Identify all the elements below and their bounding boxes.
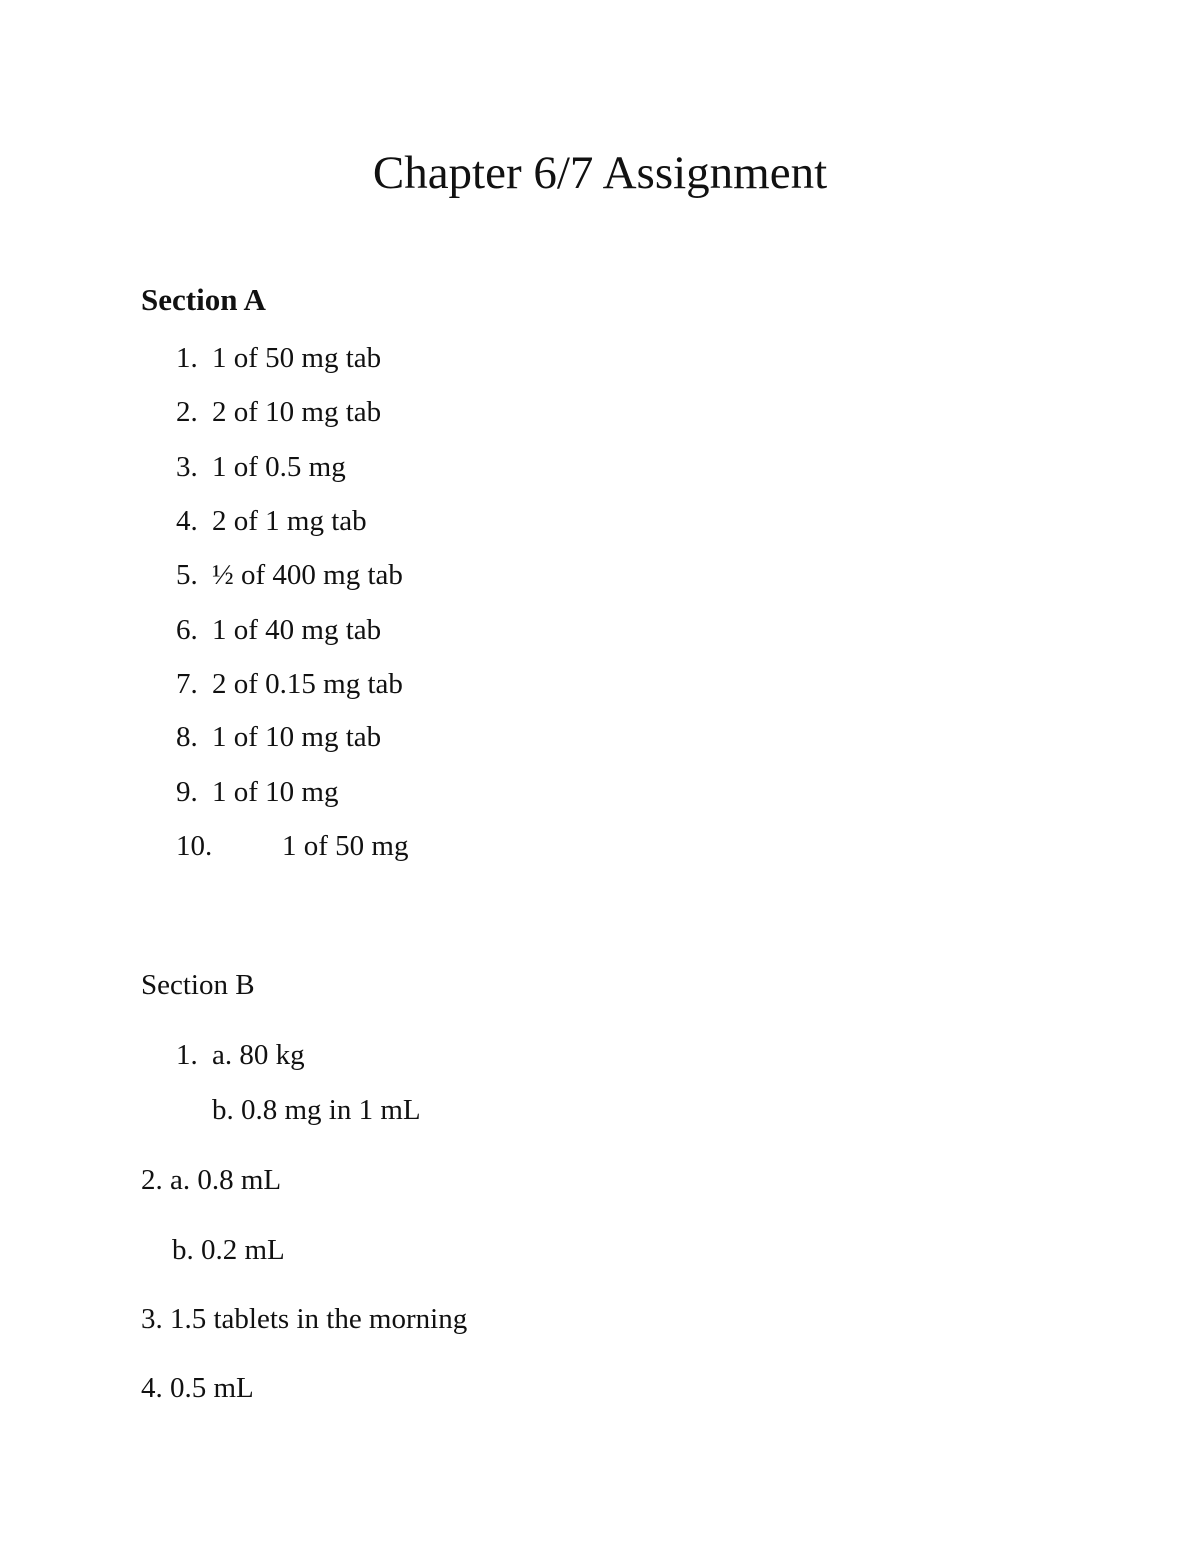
answer-4: 4. 0.5 mL xyxy=(141,1372,254,1404)
item-text: 1 of 40 mg tab xyxy=(212,614,382,646)
item-text: 2 of 1 mg tab xyxy=(212,505,367,537)
item-text: 2 of 0.15 mg tab xyxy=(212,668,403,700)
item-number: 6. xyxy=(176,614,198,646)
item-number: 10. xyxy=(176,830,213,862)
item-number: 1. xyxy=(176,342,198,374)
item-text: 1 of 50 mg xyxy=(282,830,409,862)
item-number: 7. xyxy=(176,668,198,700)
item-text: ½ of 400 mg tab xyxy=(212,559,403,591)
item-number: 2. xyxy=(176,396,198,428)
answer-1b: b. 0.8 mg in 1 mL xyxy=(212,1094,421,1126)
answer-2b: b. 0.2 mL xyxy=(172,1234,285,1266)
item-text: 1 of 10 mg tab xyxy=(212,721,382,753)
item-text: 2 of 10 mg tab xyxy=(212,396,382,428)
section-b-heading: Section B xyxy=(141,969,255,1001)
answer-1a: a. 80 kg xyxy=(212,1039,305,1071)
item-text: 1 of 0.5 mg xyxy=(212,451,346,483)
page-title: Chapter 6/7 Assignment xyxy=(372,147,828,199)
answer-2a: 2. a. 0.8 mL xyxy=(141,1164,282,1196)
item-number: 3. xyxy=(176,451,198,483)
item-number: 9. xyxy=(176,776,198,808)
item-text: 1 of 10 mg xyxy=(212,776,339,808)
item-number: 5. xyxy=(176,559,198,591)
answer-3: 3. 1.5 tablets in the morning xyxy=(141,1303,468,1335)
item-number: 4. xyxy=(176,505,198,537)
item-number: 8. xyxy=(176,721,198,753)
item-text: 1 of 50 mg tab xyxy=(212,342,382,374)
item-number: 1. xyxy=(176,1039,198,1071)
section-a-heading: Section A xyxy=(141,282,266,317)
